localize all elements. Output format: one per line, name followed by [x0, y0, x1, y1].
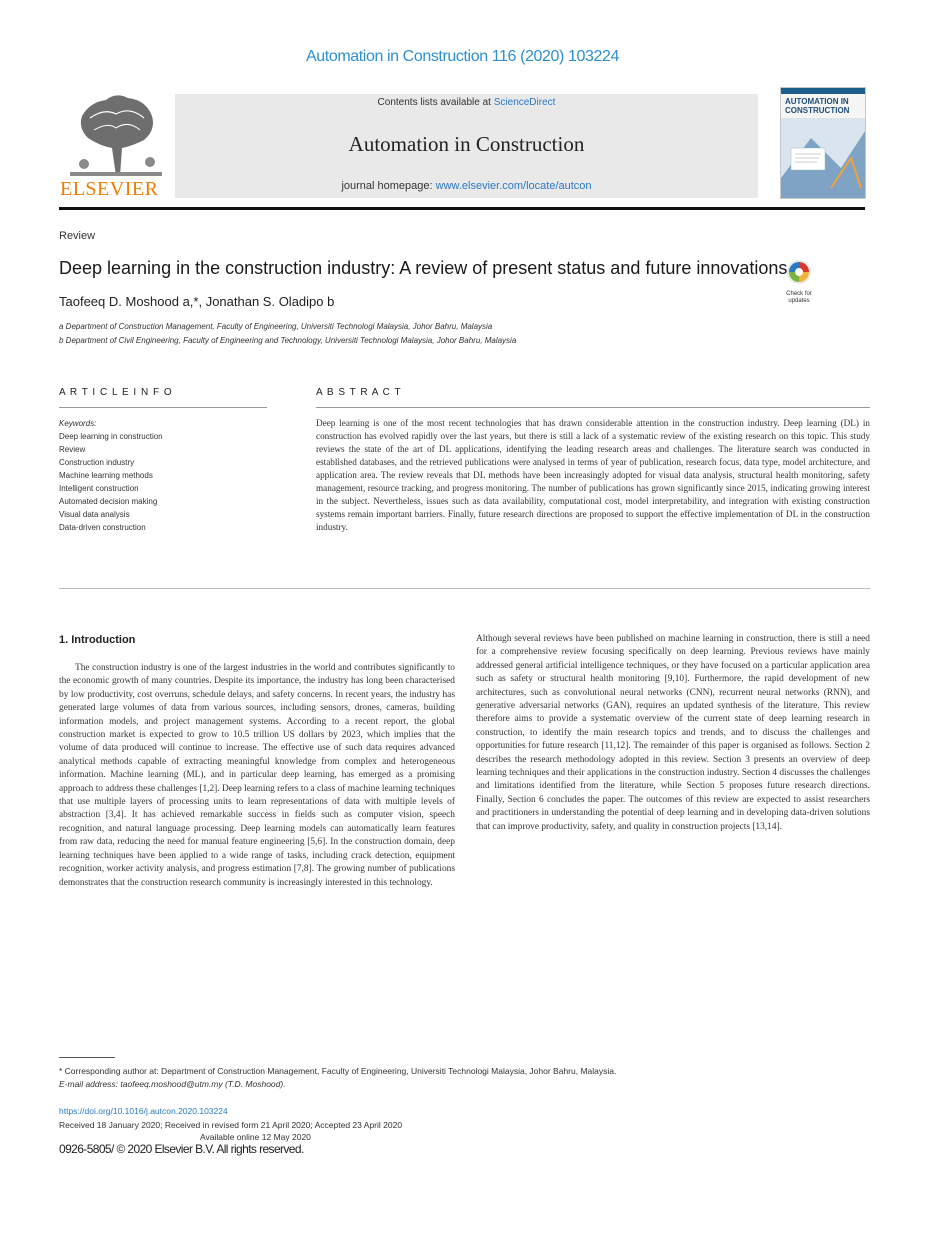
cover-illustration	[781, 118, 866, 198]
footnote-rule	[59, 1057, 115, 1058]
check-for-updates-badge[interactable]	[779, 258, 819, 304]
keyword-7: Visual data analysis	[59, 510, 130, 519]
abstract-rule	[316, 407, 870, 408]
sciencedirect-link[interactable]: ScienceDirect	[493, 97, 556, 108]
abstract-heading: A B S T R A C T	[316, 387, 402, 398]
journal-cover-thumbnail[interactable]	[780, 87, 866, 199]
keyword-1: Deep learning in construction	[59, 432, 163, 441]
journal-title: Automation in Construction	[348, 132, 585, 156]
received-dates: Received 18 January 2020; Received in revised form 21 April 2020; Accepted 23 April 2020	[59, 1120, 403, 1130]
cover-title-line1: AUTOMATION IN	[785, 97, 849, 106]
badge-line2: updates	[788, 298, 810, 304]
update-icon	[779, 258, 819, 286]
header-rule	[59, 207, 865, 210]
publisher-wordmark: ELSEVIER	[60, 178, 159, 200]
keywords-label: Keywords:	[59, 419, 97, 428]
affiliation-b: b Department of Civil Engineering, Faculty of Engineering and Technology, Universiti Technologi Malaysia, Johor Bahru, Malaysia	[59, 336, 517, 345]
corresponding-author-note: * Corresponding author at: Department of Construction Management, Faculty of Engineering, Universiti Technologi Malaysia, Johor Bahru, Malaysia.	[59, 1066, 617, 1076]
article-type: Review	[59, 230, 96, 242]
abstract-bottom-rule	[59, 588, 870, 589]
keyword-5: Intelligent construction	[59, 484, 139, 493]
contents-prefix: Contents lists available at	[377, 97, 491, 108]
introduction-heading: 1. Introduction	[59, 634, 136, 646]
doi-link[interactable]: https://doi.org/10.1016/j.autcon.2020.103224	[59, 1106, 228, 1116]
keyword-3: Construction industry	[59, 458, 135, 467]
available-online: Available online 12 May 2020	[200, 1132, 311, 1142]
keyword-2: Review	[59, 445, 86, 454]
cover-title-line2: CONSTRUCTION	[785, 106, 850, 115]
homepage-link[interactable]: www.elsevier.com/locate/autcon	[435, 180, 592, 192]
article-title: Deep learning in the construction industry: A review of present status and future innovations	[59, 258, 788, 278]
article-info-heading: A R T I C L E I N F O	[59, 387, 173, 398]
journal-reference[interactable]: Automation in Construction 116 (2020) 103224	[306, 48, 619, 65]
keyword-8: Data-driven construction	[59, 523, 146, 532]
badge-line1: Check for	[786, 291, 812, 297]
keyword-4: Machine learning methods	[59, 471, 153, 480]
affiliation-a: a Department of Construction Management, Faculty of Engineering, Universiti Technologi Malaysia, Johor Bahru, Malaysia	[59, 322, 493, 331]
author-list[interactable]: Taofeeq D. Moshood a,*, Jonathan S. Oladipo b	[59, 294, 335, 309]
article-info-rule	[59, 407, 267, 408]
contents-line	[175, 97, 758, 108]
email-note[interactable]: E-mail address: taofeeq.moshood@utm.my (T.D. Moshood).	[59, 1079, 286, 1089]
intro-left-column: The construction industry is one of the largest industries in the world and contributes significantly to the economic growth of many countries. Despite its importance, the industry has long been characterised by low productivity, cost overruns, schedule delays, and safety concerns. In recent years, the industry has generated large volumes of data from various sources, including sensors, drones, cameras, building information models, and project management systems. According to a recent report, the global construction market is expected to grow to 10.5 trillion US dollars by 2023, which implies that the volume of data produced will continue to increase. The effective use of such data requires advanced analytical methods capable of extracting meaningful knowledge from complex and heterogeneous information. Machine learning (ML), and in particular deep learning, has emerged as a promising approach to address these challenges [1,2]. Deep learning refers to a class of machine learning techniques that use multiple layers of processing units to learn representations of data with multiple levels of abstraction [3,4]. It has achieved remarkable success in fields such as computer vision, speech recognition, and natural language processing. Deep learning models can automatically learn features from raw data, reducing the need for manual feature engineering [5,6]. In the construction domain, deep learning techniques have been applied to a wide range of tasks, including crack detection, equipment recognition, worker activity analysis, and progress estimation [7,8]. The growing number of publications demonstrates that the construction research community is increasingly interested in this technology.	[59, 663, 455, 888]
abstract-text: Deep learning is one of the most recent technologies that has drawn considerable attention in the construction industry. Deep learning (DL) in construction has evolved rapidly over the last years, but there is still a lack of a systematic review of the existing research on this topic. This study reviews the state of the art of DL applications, identifying the leading research areas and challenges. The literature search was conducted in established databases, and the retrieved publications were analysed in terms of year of publication, research focus, data type, model architecture, and application area. The review reveals that DL methods have been increasingly adopted for visual data analysis, structural health monitoring, safety management, resource tracking, and progress monitoring. The number of publications has grown significantly since 2015, indicating growing interest in the subject. Nevertheless, issues such as data availability, computational cost, model interpretability, and integration with existing construction systems remain important barriers. Finally, future research directions are proposed to support the effective implementation of DL in the construction industry.	[316, 418, 870, 532]
intro-right-column: Although several reviews have been published on machine learning in construction, there is still a need for a comprehensive review focusing specifically on deep learning. Previous reviews have mainly addressed general artificial intelligence techniques, or they have focused on a particular application area such as safety or structural health monitoring [9,10]. Furthermore, the rapid development of new architectures, such as convolutional neural networks (CNN), recurrent neural networks (RNN), and generative adversarial networks (GAN), requires an updated synthesis of the literature. This review therefore aims to provide a systematic overview of the current state of deep learning research in construction, to identify the main research topics and trends, and to discuss the challenges and opportunities for future research [11,12]. The remainder of this paper is organised as follows. Section 2 describes the research methodology adopted in this review. Section 3 presents an overview of deep learning techniques and their applications in the construction industry. Section 4 discusses the challenges and limitations identified from the literature, while Section 5 proposes future research directions. Finally, Section 6 concludes the paper. The outcomes of this review are expected to assist researchers and practitioners in understanding the potential of deep learning and in developing data-driven solutions that can improve productivity, safety, and quality in construction projects [13,14].	[476, 634, 870, 832]
copyright-line: 0926-5805/ © 2020 Elsevier B.V. All rights reserved.	[59, 1142, 304, 1156]
homepage-line	[175, 180, 758, 192]
keyword-6: Automated decision making	[59, 497, 158, 506]
homepage-prefix: journal homepage:	[341, 180, 433, 192]
